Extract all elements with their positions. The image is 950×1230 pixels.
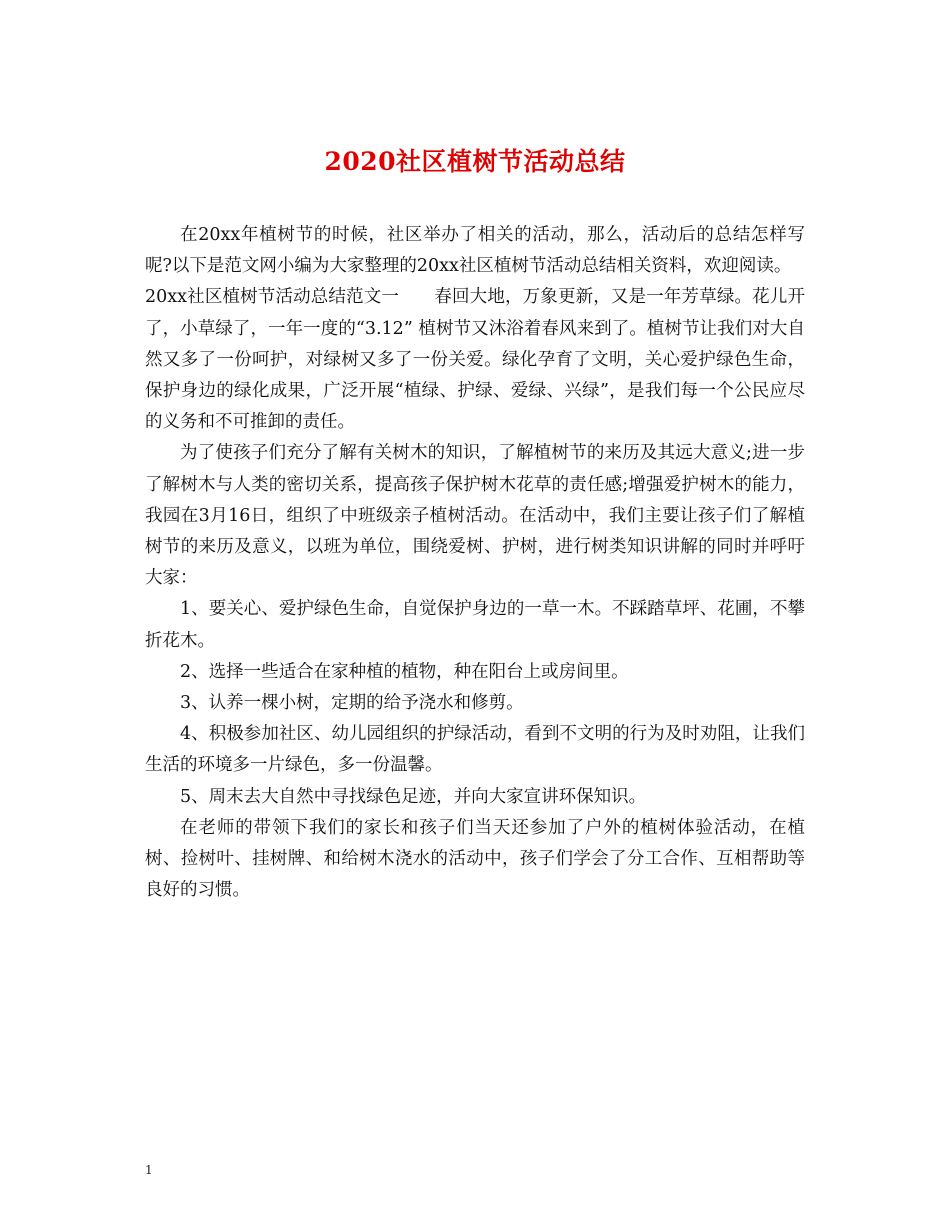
list-item-3: 3、认养一棵小树，定期的给予浇水和修剪。	[180, 693, 524, 714]
document-title: 2020社区植树节活动总结	[324, 147, 626, 176]
list-item-4: 4、积极参加社区、幼儿园组织的护绿活动，看到不文明的行为及时劝阻，让我们生活的环境多一片绿色，多一份温馨。	[145, 724, 805, 776]
paragraph-intro: 在20xx年植树节的时候，社区举办了相关的活动，那么，活动后的总结怎样写呢?以下是范文网小编为大家整理的20xx社区植树节活动总结相关资料，欢迎阅读。	[145, 225, 805, 277]
list-item-2: 2、选择一些适合在家种植的植物，种在阳台上或房间里。	[180, 661, 629, 682]
paragraph-activity: 为了使孩子们充分了解有关树木的知识，了解植树节的来历及其远大意义;进一步了解树木与人类的密切关系，提高孩子保护树木花草的责任感;增强爱护树木的能力，我园在3月16日，组织了中班级亲子植树活动。在活动中，我们主要让孩子们了解植树节的来历及意义，以班为单位，围绕爱树、护树，进行树类知识讲解的同时并呼吁大家：	[145, 443, 805, 589]
document-body	[145, 220, 805, 906]
paragraph-conclusion: 在老师的带领下我们的家长和孩子们当天还参加了户外的植树体验活动，在植树、捡树叶、挂树牌、和给树木浇水的活动中，孩子们学会了分工合作、互相帮助等良好的习惯。	[145, 817, 805, 901]
page-number: 1	[145, 1163, 153, 1177]
list-item-5: 5、周末去大自然中寻找绿色足迹，并向大家宣讲环保知识。	[180, 786, 647, 807]
paragraph-sample-one: 20xx社区植树节活动总结范文一 春回大地，万象更新，又是一年芳草绿。花儿开了，小草绿了，一年一度的“3.12” 植树节又沐浴着春风来到了。植树节让我们对大自然又多了一份呵护，对绿树又多了一份关爱。绿化孕育了文明，关心爱护绿色生命，保护身边的绿化成果，广泛开展“植绿、护绿、爱绿、兴绿”，是我们每一个公民应尽的义务和不可推卸的责任。	[145, 287, 805, 433]
list-item-1: 1、要关心、爱护绿色生命，自觉保护身边的一草一木。不踩踏草坪、花圃，不攀折花木。	[145, 599, 805, 651]
